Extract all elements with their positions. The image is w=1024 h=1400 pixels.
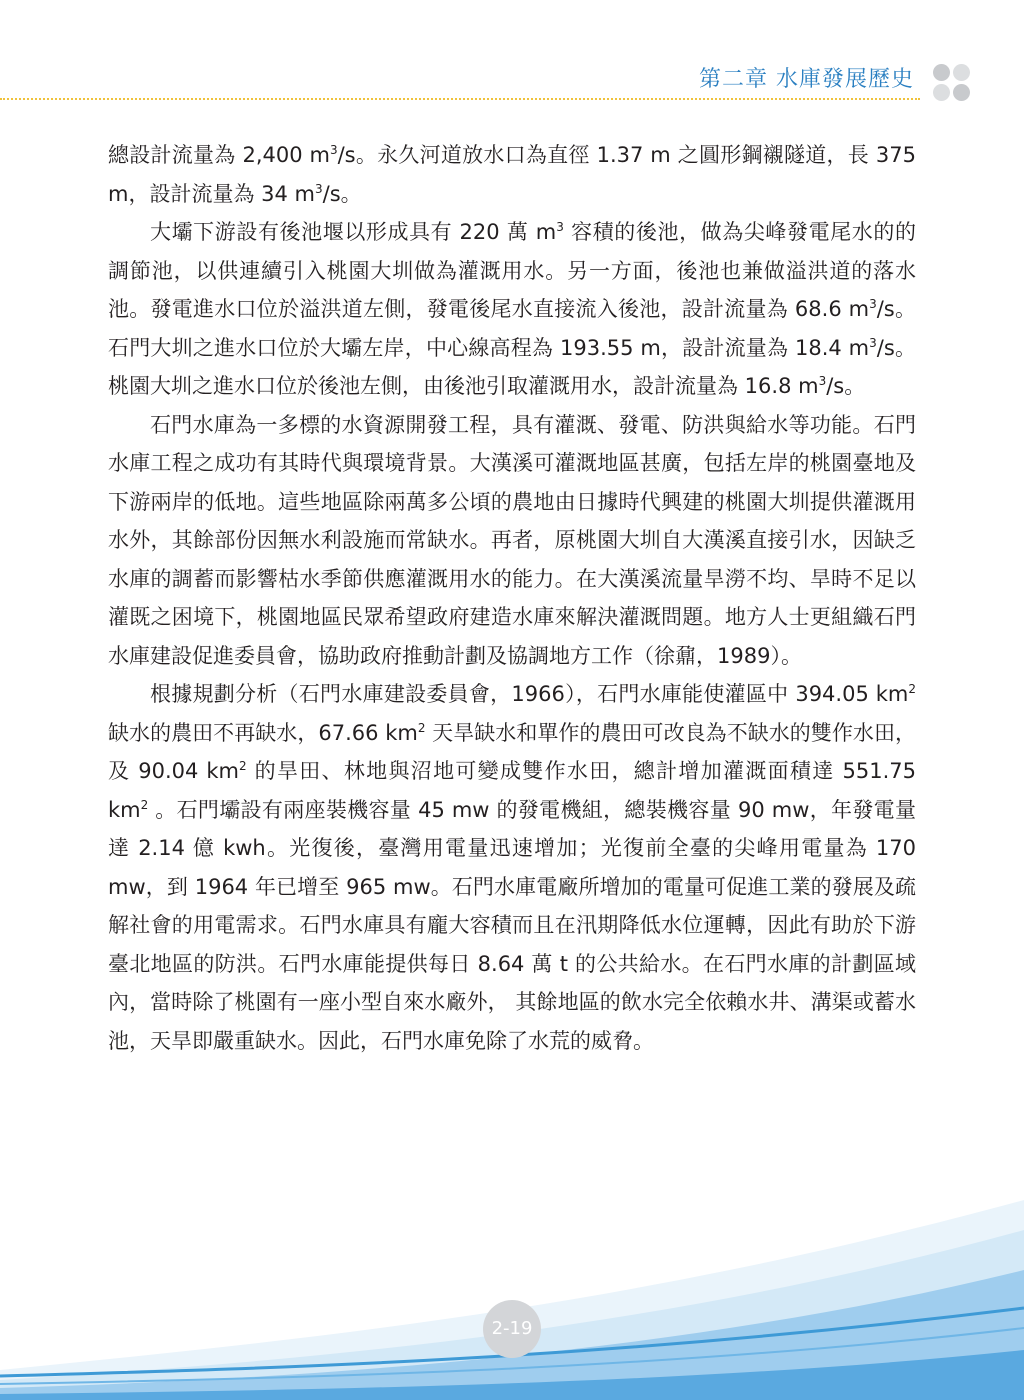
paragraph <box>108 213 916 406</box>
text-run: 。石門壩設有兩座裝機容量 45 mw 的發電機組，總裝機容量 90 mw，年發電量達 2.14 億 kwh。光復後，臺灣用電量迅速增加；光復前全臺的尖峰用電量為 170 mw，到 1964 年已增至 965 mw。石門水庫電廠所增加的電量可促進工業的發展及疏解社會的用電需求。石門水庫具有龐大容積而且在汛期降低水位運轉，因此有助於下游臺北地區的防洪。石門水庫能提供每日 8.64 萬 t 的公共給水。在石門水庫的計劃區域內，當時除了桃園有一座小型自來水廠外， 其餘地區的飲水完全依賴水井、溝渠或蓄水池，天旱即嚴重缺水。因此，石門水庫免除了水荒的威脅。 <box>108 797 916 1053</box>
paragraph <box>108 406 916 676</box>
text-run: 大壩下游設有後池堰以形成具有 220 萬 m <box>150 220 557 244</box>
superscript: 2 <box>239 759 247 773</box>
dot-icon <box>933 64 950 81</box>
text-run: 石門水庫為一多標的水資源開發工程，具有灌溉、發電、防洪與給水等功能。石門水庫工程之成功有其時代與環境背景。大漢溪可灌溉地區甚廣，包括左岸的桃園臺地及下游兩岸的低地。這些地區除兩萬多公頃的農地由日據時代興建的桃園大圳提供灌溉用水外，其餘部份因無水利設施而常缺水。再者，原桃園大圳自大漢溪直接引水，因缺乏水庫的調蓄而影響枯水季節供應灌溉用水的能力。在大漢溪流量旱澇不均、旱時不足以灌既之困境下，桃園地區民眾希望政府建造水庫來解決灌溉問題。地方人士更組織石門水庫建設促進委員會，協助政府推動計劃及協調地方工作（徐鼐，1989）。 <box>108 412 916 668</box>
superscript: 3 <box>556 220 564 234</box>
paragraph <box>108 136 916 213</box>
page-header <box>0 0 1024 110</box>
superscript: 3 <box>869 335 877 350</box>
superscript: 2 <box>140 797 149 812</box>
text-run: 容積的後池，做為尖峰發電尾水的的調節池，以供連續引入桃園大圳做為灌溉用水。另一方面，後池也兼做溢洪道的落水池。發電進水口位於溢洪道左側，發電後尾水直接流入後池，設計流量為 68.6 m <box>108 220 916 321</box>
decorative-dots-icon <box>933 64 973 104</box>
paragraph <box>108 675 916 1060</box>
text-run: 總設計流量為 2,400 m <box>108 143 330 167</box>
superscript: 2 <box>908 682 916 696</box>
text-run: 天旱缺水和單作的農田可改良為不缺水的雙作水田，及 90.04 km <box>108 720 916 783</box>
text-run: 根據規劃分析（石門水庫建設委員會，1966），石門水庫能使灌區中 394.05 km <box>150 682 909 706</box>
chapter-title: 第二章 水庫發展歷史 <box>699 67 914 92</box>
superscript: 3 <box>329 143 338 157</box>
dot-icon <box>953 64 970 81</box>
text-run: /s。 <box>322 181 362 206</box>
text-run: /s。石門大圳之進水口位於大壩左岸，中心線高程為 193.55 m，設計流量為 18.4 m <box>108 297 916 360</box>
text-run: /s。桃園大圳之進水口位於後池左側，由後池引取灌溉用水，設計流量為 16.8 m <box>108 335 916 398</box>
text-run: 的旱田、林地與沼地可變成雙作水田，總計增加灌溉面積達 551.75 km <box>108 759 917 822</box>
text-run: /s。 <box>826 374 866 398</box>
superscript: 2 <box>417 720 426 735</box>
superscript: 3 <box>315 181 323 196</box>
page-number: 2-19 <box>483 1300 541 1358</box>
dot-icon <box>953 84 970 101</box>
superscript: 3 <box>818 374 827 388</box>
text-run: 缺水的農田不再缺水，67.66 km <box>108 720 418 745</box>
dot-icon <box>933 84 950 101</box>
header-divider <box>0 98 920 100</box>
superscript: 3 <box>869 297 877 311</box>
body-text <box>108 136 916 1060</box>
text-run: /s。永久河道放水口為直徑 1.37 m 之圓形鋼襯隧道，長 375 m，設計流量為 34 m <box>108 143 916 206</box>
